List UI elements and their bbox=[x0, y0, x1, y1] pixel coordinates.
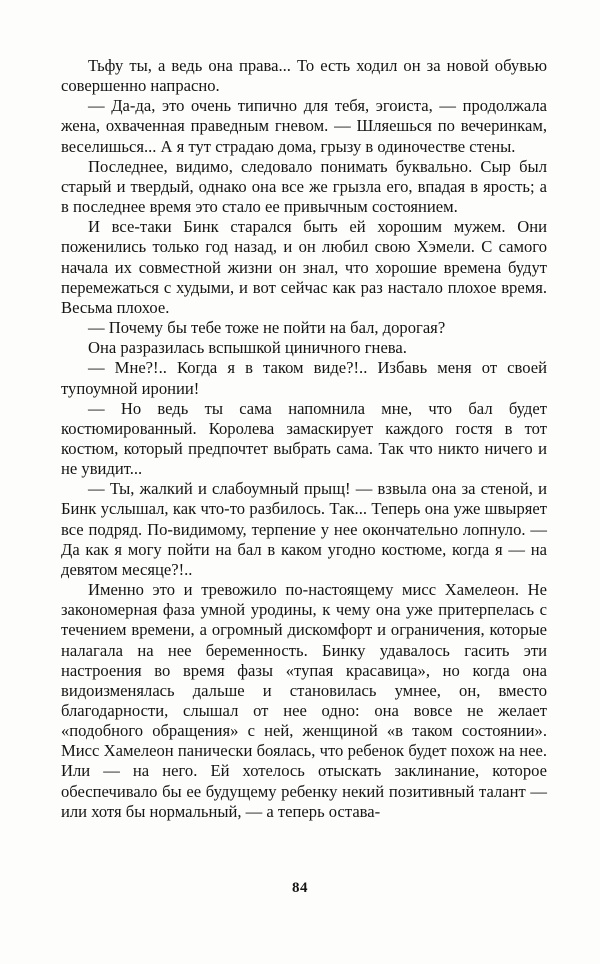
paragraph-6: Она разразилась вспышкой циничного гнева. bbox=[88, 338, 407, 358]
paragraph-7: — Мне?!.. Когда я в таком виде?!.. Избавь меня от своей тупоумной иронии! bbox=[61, 358, 547, 398]
paragraph-4: И все-таки Бинк старался быть ей хорошим мужем. Они поженились только год назад, и он любил свою Хэмели. С самого начала их совместной жизни он знал, что хорошие времена будут перемежаться с худыми, и вот сейчас как раз настало плохое время. Весьма плохое. bbox=[61, 217, 547, 317]
paragraph-2: — Да-да, это очень типично для тебя, эгоиста, — продолжала жена, охваченная праведным гневом. — Шляешься по вечеринкам, веселишься... А я тут страдаю дома, грызу в одиночестве стены. bbox=[61, 96, 547, 156]
paragraph-10: Именно это и тревожило по-настоящему мисс Хамелеон. Не закономерная фаза умной уродины, к чему она уже притерпелась с течением времени, а огромный дискомфорт и ограничения, которые налагала на нее беременность. Бинку удавалось гасить эти настроения во время фазы «тупая красавица», но когда она видоизменялась дальше и становилась умнее, он, вместо благодарности, слышал от нее одно: она вовсе не желает «подобного обращения» с ней, женщиной «в таком состоянии». Мисс Хамелеон панически боялась, что ребенок будет похож на нее. Или — на него. Ей хотелось отыскать заклинание, которое обеспечивало бы ее будущему ребенку некий позитивный талант — или хотя бы нормальный, — а теперь остава- bbox=[61, 580, 547, 821]
body-text bbox=[61, 56, 547, 822]
paragraph-8: — Но ведь ты сама напомнила мне, что бал будет костюмированный. Королева замаскирует каждого гостя в тот костюм, который предпочтет выбрать сама. Так что никто ничего и не увидит... bbox=[61, 398, 547, 479]
paragraph-5: — Почему бы тебе тоже не пойти на бал, дорогая? bbox=[88, 318, 446, 338]
paragraph-1: Тьфу ты, а ведь она права... То есть ходил он за новой обувью совершенно напрасно. bbox=[61, 56, 547, 96]
paragraph-3: Последнее, видимо, следовало понимать буквально. Сыр был старый и твердый, однако она все же грызла его, впадая в ярость; а в последнее время это стало ее привычным состоянием. bbox=[61, 156, 547, 217]
page-number: 84 bbox=[292, 880, 308, 896]
paragraph-9: — Ты, жалкий и слабоумный прыщ! — взвыла она за стеной, и Бинк услышал, как что-то разбилось. Так... Теперь она уже швыряет все подряд. По-видимому, терпение у нее окончательно лопнуло. — Да как я могу пойти на бал в каком угодно костюме, когда я — на девятом месяце?!.. bbox=[61, 479, 547, 579]
